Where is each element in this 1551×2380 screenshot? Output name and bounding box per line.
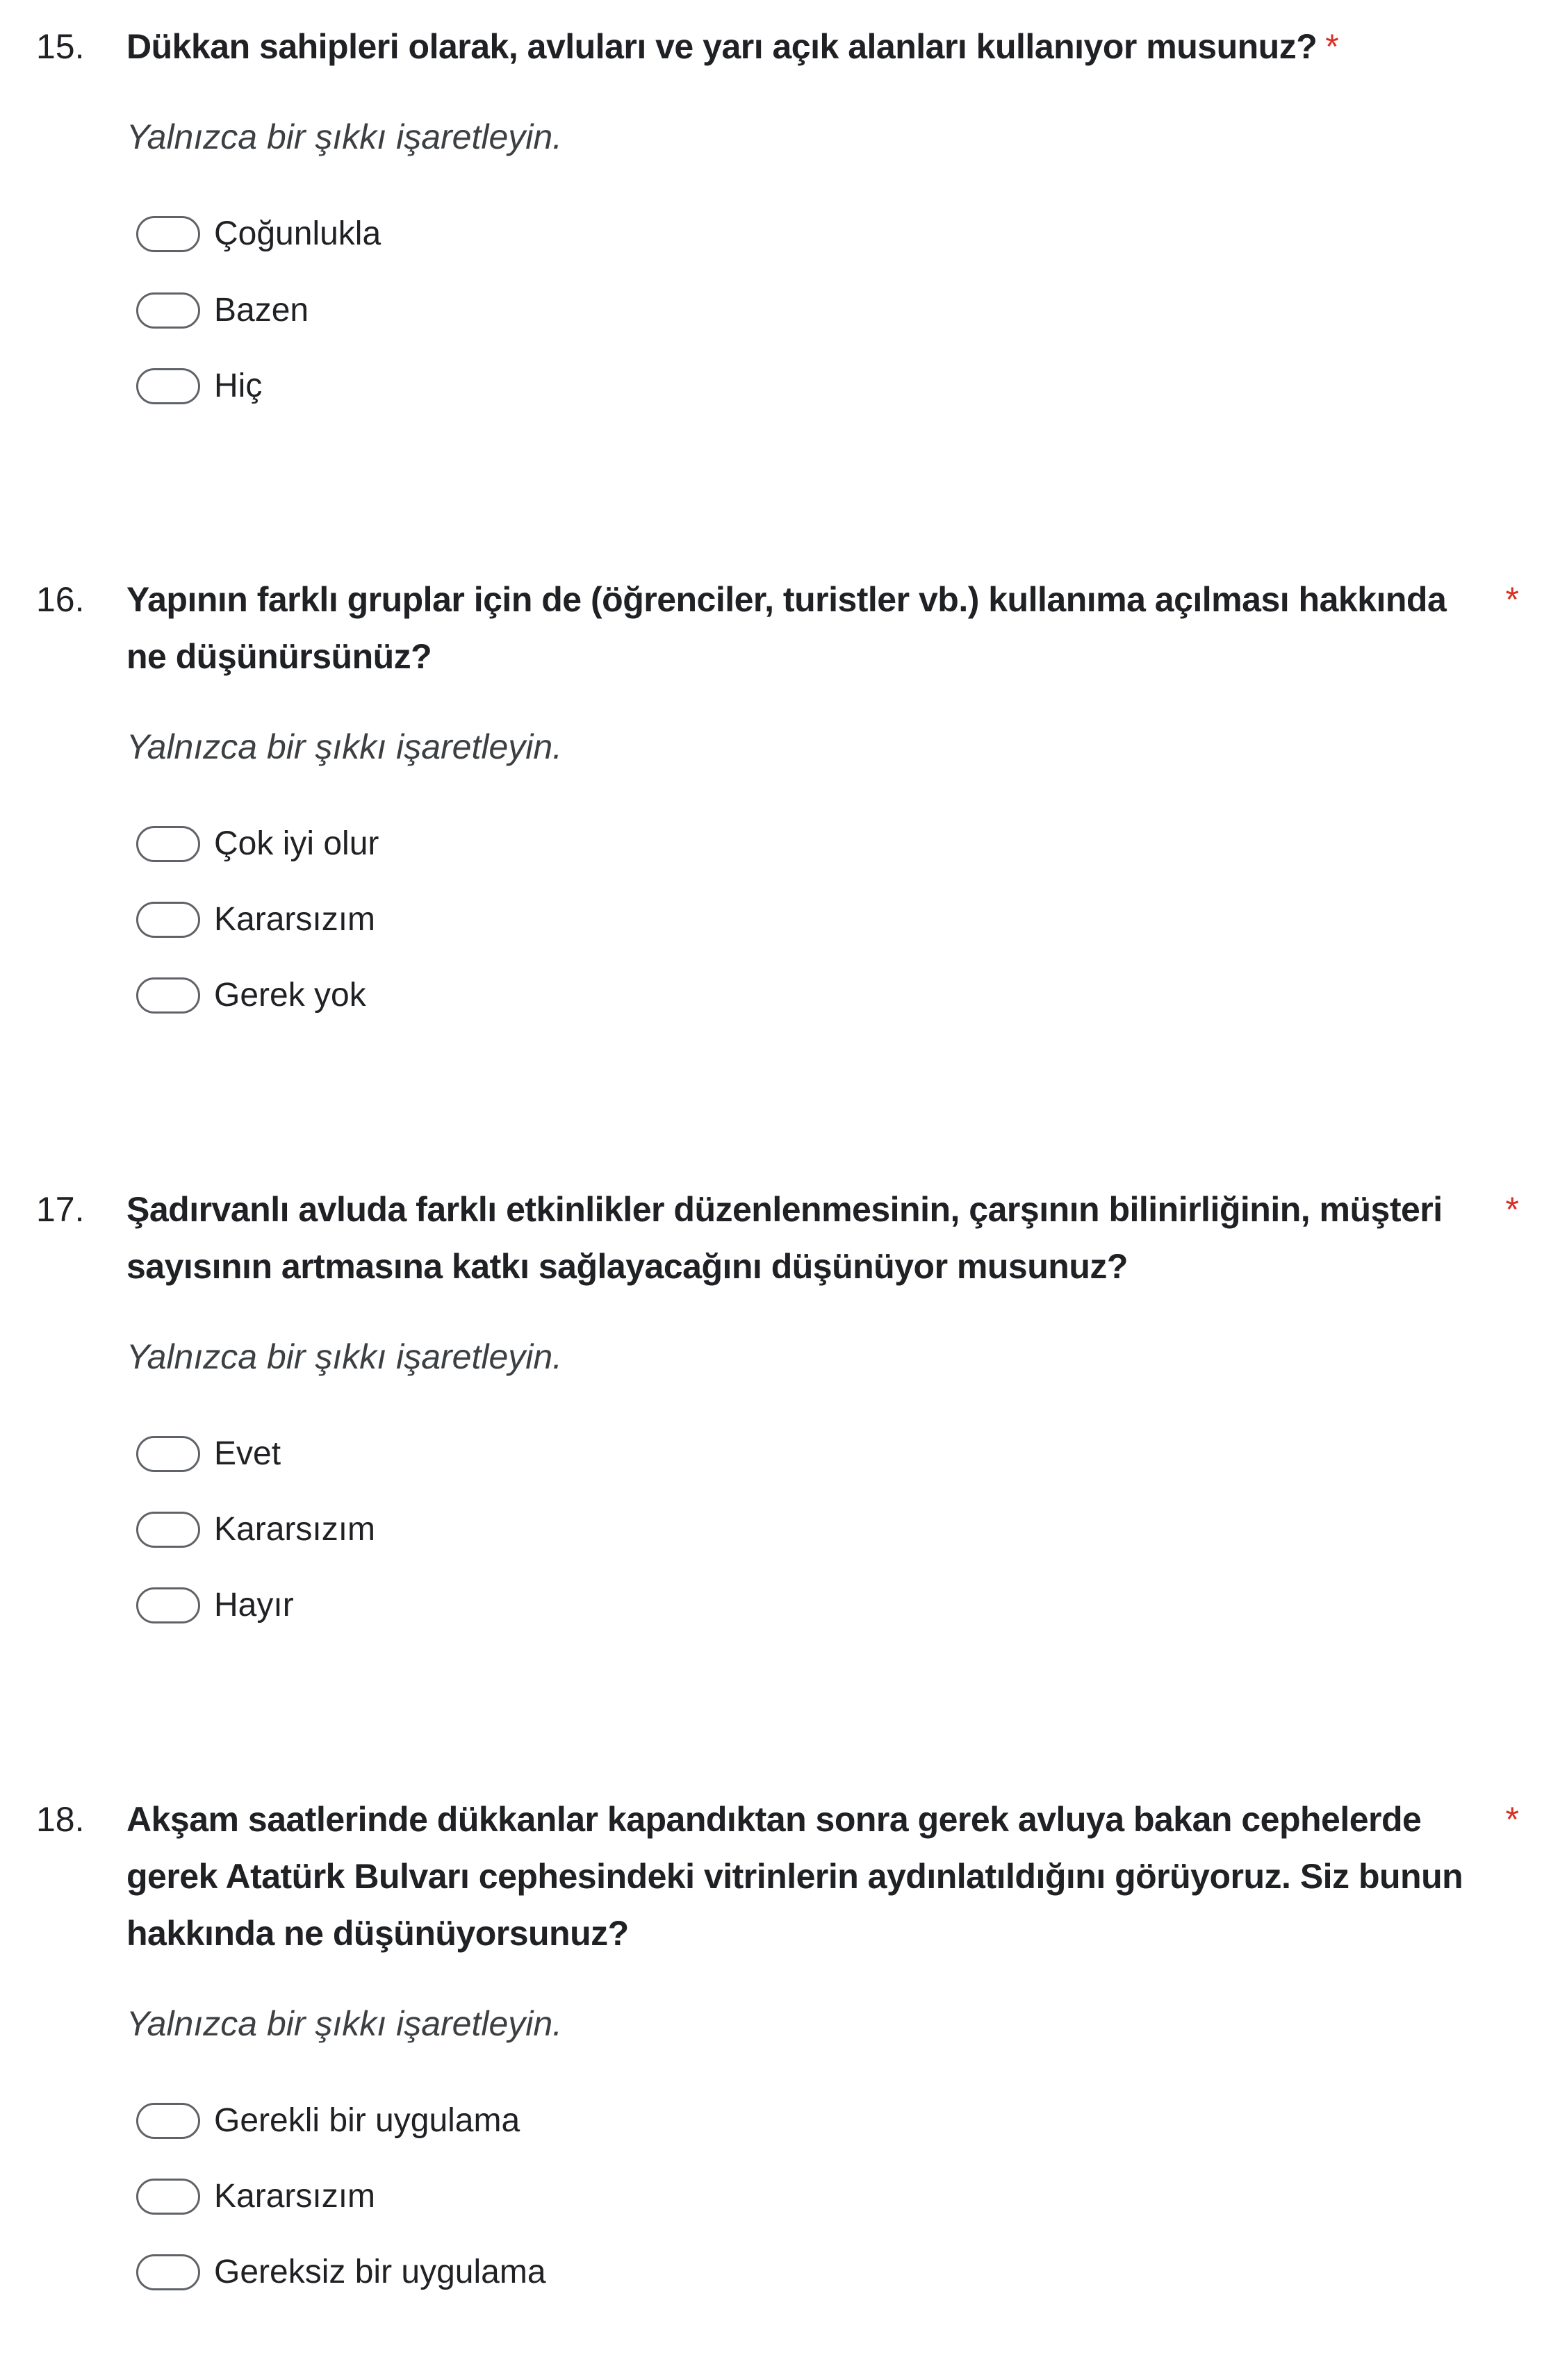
option-gerekli-bir-uygulama[interactable] bbox=[136, 2098, 520, 2144]
option-label: Kararsızım bbox=[214, 2178, 376, 2215]
radio-button[interactable] bbox=[136, 2254, 200, 2290]
question-number: 18. bbox=[36, 1800, 85, 1839]
question-hint: Yalnızca bir şıkkı işaretleyin. bbox=[126, 1337, 563, 1376]
option-label: Gerekli bir uygulama bbox=[214, 2102, 520, 2139]
option-kararsizim[interactable] bbox=[136, 1507, 375, 1553]
question-hint: Yalnızca bir şıkkı işaretleyin. bbox=[126, 2004, 563, 2043]
radio-button[interactable] bbox=[136, 1512, 200, 1548]
option-hic[interactable] bbox=[136, 363, 262, 409]
radio-button[interactable] bbox=[136, 2103, 200, 2139]
option-label: Kararsızım bbox=[214, 1511, 376, 1548]
radio-button[interactable] bbox=[136, 292, 200, 329]
radio-button[interactable] bbox=[136, 1587, 200, 1623]
radio-button[interactable] bbox=[136, 216, 200, 252]
option-label: Gereksiz bir uygulama bbox=[214, 2254, 546, 2290]
option-label: Çok iyi olur bbox=[214, 825, 379, 862]
required-asterisk: * bbox=[1505, 580, 1519, 619]
question-hint: Yalnızca bir şıkkı işaretleyin. bbox=[126, 727, 563, 766]
option-gereksiz-bir-uygulama[interactable] bbox=[136, 2249, 546, 2295]
radio-button[interactable] bbox=[136, 977, 200, 1014]
question-number: 15. bbox=[36, 27, 85, 66]
radio-button[interactable] bbox=[136, 2179, 200, 2215]
option-label: Evet bbox=[214, 1435, 281, 1472]
question-number: 16. bbox=[36, 580, 85, 619]
option-label: Gerek yok bbox=[214, 977, 366, 1014]
required-asterisk: * bbox=[1325, 27, 1339, 66]
option-bazen[interactable] bbox=[136, 288, 309, 333]
option-cogunlukla[interactable] bbox=[136, 211, 381, 257]
question-title: Şadırvanlı avluda farklı etkinlikler düzenlenmesinin, çarşının bilinirliğinin, müşteri sayısının artmasına katkı sağlayacağını düşünüyor musunuz? bbox=[126, 1190, 1443, 1286]
option-kararsizim[interactable] bbox=[136, 2174, 375, 2220]
question-title: Yapının farklı gruplar için de (öğrenciler, turistler vb.) kullanıma açılması hakkında ne düşünürsünüz? bbox=[126, 580, 1447, 676]
question-hint: Yalnızca bir şıkkı işaretleyin. bbox=[126, 117, 563, 156]
radio-button[interactable] bbox=[136, 1436, 200, 1472]
option-label: Çoğunlukla bbox=[214, 215, 381, 252]
radio-button[interactable] bbox=[136, 826, 200, 862]
question-title-text: Dükkan sahipleri olarak, avluları ve yarı açık alanları kullanıyor musunuz? bbox=[126, 27, 1318, 66]
radio-button[interactable] bbox=[136, 902, 200, 938]
question-number: 17. bbox=[36, 1190, 85, 1229]
option-label: Bazen bbox=[214, 292, 309, 329]
option-label: Hayır bbox=[214, 1587, 294, 1623]
required-asterisk: * bbox=[1505, 1190, 1519, 1229]
option-hayir[interactable] bbox=[136, 1582, 294, 1628]
question-title bbox=[126, 18, 1475, 75]
option-label: Kararsızım bbox=[214, 901, 376, 938]
option-gerek-yok[interactable] bbox=[136, 973, 366, 1018]
option-evet[interactable] bbox=[136, 1431, 281, 1477]
option-label: Hiç bbox=[214, 367, 263, 404]
option-cok-iyi-olur[interactable] bbox=[136, 821, 379, 867]
radio-button[interactable] bbox=[136, 368, 200, 404]
question-title: Akşam saatlerinde dükkanlar kapandıktan sonra gerek avluya bakan cephelerde gerek Atatürk Bulvarı cephesindeki vitrinlerin aydınlatıldığını görüyoruz. Siz bunun hakkında ne düşünüyorsunuz? bbox=[126, 1800, 1463, 1953]
option-kararsizim[interactable] bbox=[136, 897, 375, 943]
required-asterisk: * bbox=[1505, 1800, 1519, 1839]
